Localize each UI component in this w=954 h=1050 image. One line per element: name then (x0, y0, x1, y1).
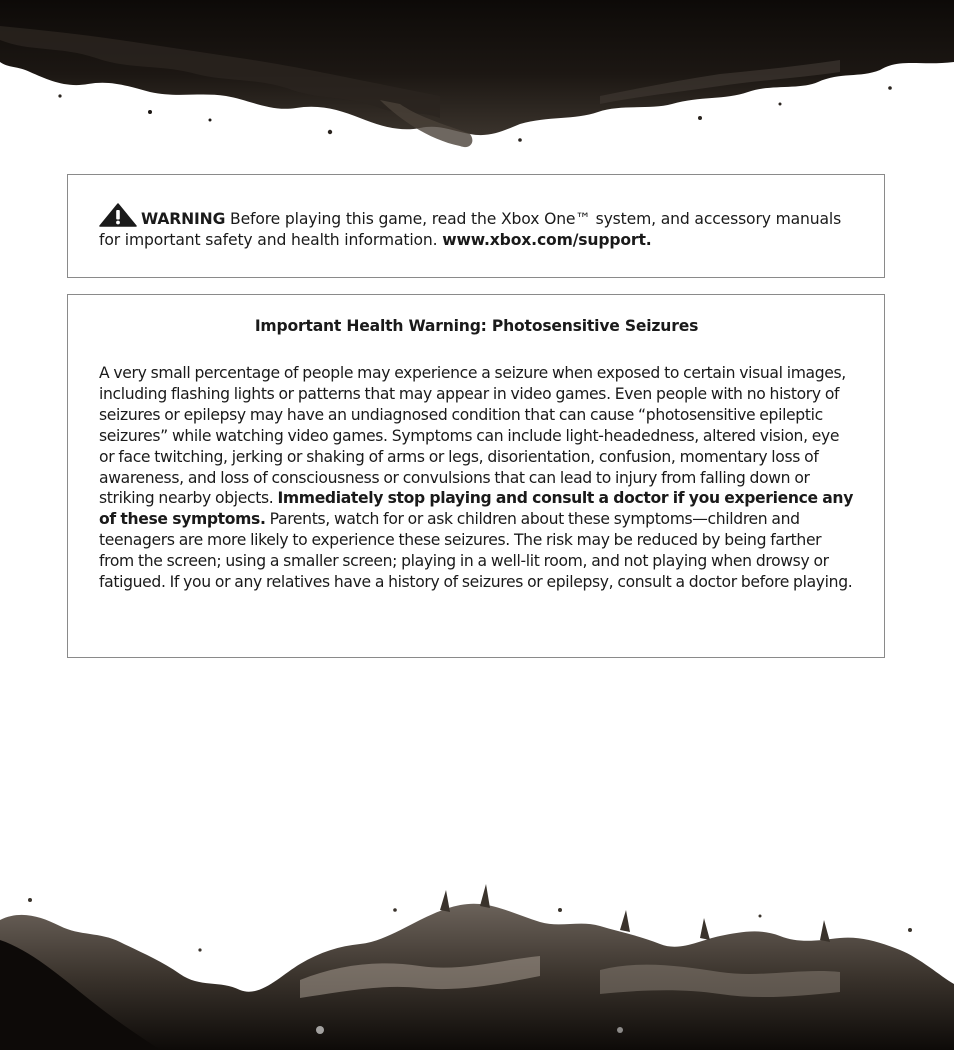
warning-paragraph (99, 203, 854, 251)
health-body-end: Parents, watch for or ask children about these symptoms—children and teenagers are more likely to experience these seizures. The risk may be reduced by being farther from the screen; using a smaller screen; playing in a well-lit room, and not playing when drowsy or fatigued. If you or any relatives have a history of seizures or epilepsy, consult a doctor before playing. (99, 510, 853, 592)
health-warning-box (67, 294, 885, 658)
health-body-emphasis: Immediately stop playing and consult a doctor if you experience any of these symptoms. (99, 489, 854, 529)
health-warning-body (99, 363, 854, 593)
warning-heading: WARNING (141, 210, 226, 228)
health-body-start: A very small percentage of people may experience a seizure when exposed to certain visual images, including flashing lights or patterns that may appear in video games. Even people with no history of seizures or epilepsy may have an undiagnosed condition that can cause “photosensitive epileptic seizures” while watching video games. Symptoms can include light-headedness, altered vision, eye or face twitching, jerking or shaking of arms or legs, disorientation, confusion, momentary loss of awareness, and loss of consciousness or convulsions that can lead to injury from falling down or striking nearby objects. (99, 364, 846, 508)
warning-box (67, 174, 885, 278)
top-ink-decoration (0, 0, 954, 200)
warning-triangle-icon (99, 203, 139, 227)
support-link[interactable]: www.xbox.com/support. (442, 231, 652, 249)
health-warning-title: Important Health Warning: Photosensitive Seizures (254, 317, 699, 335)
bottom-ink-decoration (0, 880, 954, 1050)
warning-text: Before playing this game, read the Xbox One™ system, and accessory manuals for important safety and health information. (99, 210, 842, 249)
